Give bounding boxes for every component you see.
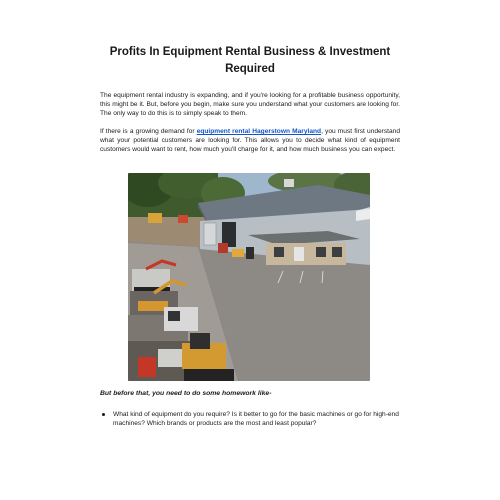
demand-paragraph-rest: , you must first understand what your potential customers are looking for. This allows you to decide what kind of equipment customers would want to rent, how much you'll charge for it, and how much business you can expect. bbox=[100, 128, 400, 153]
demand-paragraph-lead: If there is a growing demand for bbox=[100, 128, 197, 135]
bullet-icon bbox=[102, 413, 105, 416]
homework-list bbox=[100, 410, 400, 428]
list-item bbox=[100, 410, 400, 428]
equipment-rental-link[interactable]: equipment rental Hagerstown Maryland bbox=[196, 128, 322, 135]
list-item-text: What kind of equipment do you require? Is it better to go for the basic machines or go for high-end machines? Which brands or products are the most and least popular? bbox=[113, 411, 399, 427]
demand-paragraph bbox=[100, 127, 400, 154]
homework-heading: But before that, you need to do some homework like- bbox=[100, 390, 272, 397]
intro-paragraph: The equipment rental industry is expanding, and if you're looking for a profitable business opportunity, this might be it. But, before you begin, make sure you understand what your customers are looking for. The only way to do this is to simply speak to them. bbox=[100, 92, 400, 117]
rental-yard-photo bbox=[128, 173, 370, 381]
document-title: Profits In Equipment Rental Business & Investment Required bbox=[109, 46, 391, 75]
